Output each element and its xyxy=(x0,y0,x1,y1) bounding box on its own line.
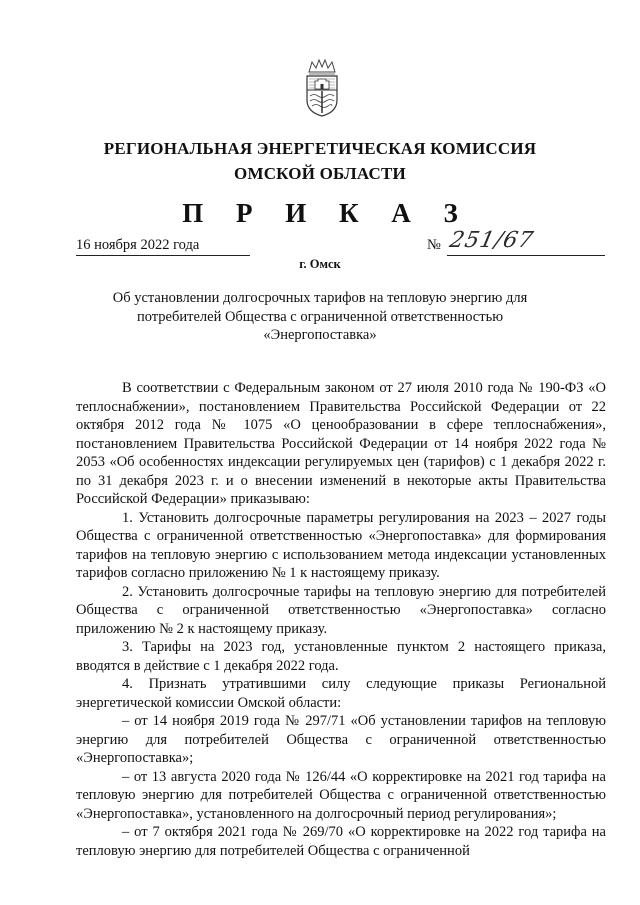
omsk-coat-of-arms-icon xyxy=(303,58,341,118)
repealed-order-3: – от 7 октября 2021 года № 269/70 «О корректировке на 2022 год тарифа на тепловую энергию для потребителей Общества с ограниченной xyxy=(76,824,606,859)
number-underline xyxy=(447,255,605,256)
document-body xyxy=(76,379,606,860)
document-number: 251/67 xyxy=(447,228,537,253)
number-sign: № xyxy=(427,237,441,253)
repealed-order-2: – от 13 августа 2020 года № 126/44 «О корректировке на 2021 год тарифа на тепловую энергию для потребителей Общества с ограниченной ответственностью «Энергопоставка», установленного на долгосрочный период регулирования»; xyxy=(76,768,606,822)
document-date: 16 ноября 2022 года xyxy=(76,237,200,253)
document-subject: Об установлении долгосрочных тарифов на тепловую энергию для потребителей Общества с ограниченной ответственностью «Энергопоставка» xyxy=(112,290,528,343)
organization-name-line2: ОМСКОЙ ОБЛАСТИ xyxy=(234,164,406,183)
clause-3: 3. Тарифы на 2023 год, установленные пунктом 2 настоящего приказа, вводятся в действие с 1 декабря 2022 года. xyxy=(76,639,606,674)
preamble-paragraph: В соответствии с Федеральным законом от 27 июля 2010 года № 190-ФЗ «О теплоснабжении», постановлением Правительства Российской Федерации от 22 октября 2012 года № 1075 «О ценообразовании в сфере теплоснабжения», постановлением Правительства Российской Федерации от 14 ноября 2022 года № 2053 «Об особенностях индексации регулируемых цен (тарифов) с 1 декабря 2022 г. по 31 декабря 2023 г. и о внесении изменений в некоторые акты Правительства Российской Федерации» приказываю: xyxy=(76,380,606,507)
clause-1: 1. Установить долгосрочные параметры регулирования на 2023 – 2027 годы Общества с ограниченной ответственностью «Энергопоставка» для формирования тарифов на тепловую энергию с использованием метода индексации установленных тарифов согласно приложению № 1 к настоящему приказу. xyxy=(76,509,606,581)
date-underline xyxy=(76,255,250,256)
clause-4: 4. Признать утратившими силу следующие приказы Региональной энергетической комиссии Омской области: xyxy=(76,676,606,711)
document-title: П Р И К А З xyxy=(182,198,471,228)
document-city: г. Омск xyxy=(299,257,341,271)
organization-name-line1: РЕГИОНАЛЬНАЯ ЭНЕРГЕТИЧЕСКАЯ КОМИССИЯ xyxy=(103,139,537,158)
repealed-order-1: – от 14 ноября 2019 года № 297/71 «Об установлении тарифов на тепловую энергию для потребителей Общества с ограниченной ответственностью «Энергопоставка»; xyxy=(76,713,606,766)
clause-2: 2. Установить долгосрочные тарифы на тепловую энергию для потребителей Общества с ограниченной ответственностью «Энергопоставка» согласно приложению № 2 к настоящему приказу. xyxy=(76,583,606,637)
